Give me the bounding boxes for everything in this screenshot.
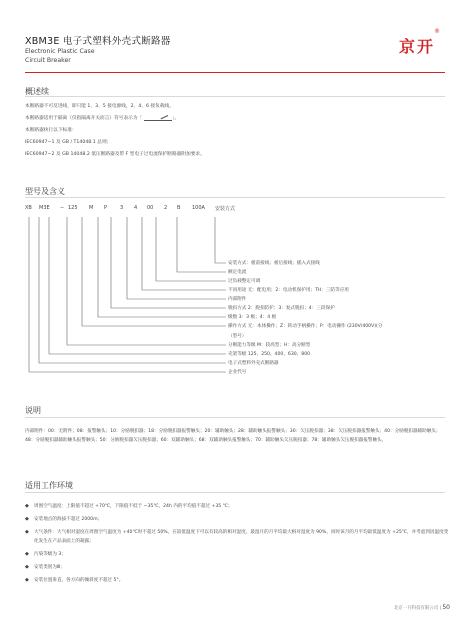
legend-item: 过负载整定可调 bbox=[228, 279, 261, 284]
leader-line bbox=[49, 217, 226, 354]
overview-title: 概述续 bbox=[25, 87, 49, 96]
leader-line bbox=[29, 217, 226, 372]
header-divider bbox=[25, 72, 445, 73]
leader-line bbox=[67, 217, 226, 345]
legend-item: 壳架等级 125、250、400、630、800 bbox=[228, 352, 311, 357]
code-segment: M bbox=[89, 205, 94, 211]
leader-line bbox=[127, 217, 226, 299]
code-segment: 125 bbox=[68, 205, 78, 211]
diamond-bullet-icon: ◆ bbox=[25, 564, 29, 570]
footer-separator: | bbox=[439, 606, 443, 611]
notes-title: 说明 bbox=[25, 406, 41, 415]
leader-line bbox=[98, 217, 226, 317]
overview-line: IEC60947−1 及 GB / T14048.1 总则； bbox=[25, 140, 112, 145]
legend-item: 不同用途 无：配电用；2：电动机保护用；TH：三防等应用 bbox=[228, 288, 349, 293]
environment-divider bbox=[25, 492, 445, 493]
legend-item: 电子式塑料外壳式断路器 bbox=[228, 361, 279, 366]
legend-item: 内部附件 bbox=[228, 297, 247, 302]
overview-body bbox=[25, 101, 445, 161]
isolation-symbol-icon bbox=[144, 115, 172, 121]
legend-item: 分断能力等级 M：较高型；H：高分断型 bbox=[228, 343, 311, 348]
overview-line: 本断路器适用于隔离（仅指隔离开关而言）符号表示为「 」。 bbox=[25, 116, 180, 121]
legend-item: 操作方式 无：本体操作；Z：转动手柄操作；P：电动操作 (230V/400V)(分 bbox=[228, 324, 383, 329]
list-item: ◆ 污染等级为 3； bbox=[25, 551, 66, 557]
code-segment: XB bbox=[25, 205, 32, 211]
legend-item: 企业代号 bbox=[228, 370, 247, 375]
code-segment: 3 bbox=[120, 205, 124, 211]
list-item: ◆ 安装类别为Ⅲ； bbox=[25, 564, 65, 570]
diamond-bullet-icon: ◆ bbox=[25, 577, 29, 583]
brand-logo: 京开 bbox=[399, 37, 436, 56]
notes-divider bbox=[25, 417, 445, 418]
subtitle-line-1: Electronic Plastic Case bbox=[25, 48, 95, 55]
list-item: ◆ 周围空气温度：上限值不超过 +70℃，下限值不低于 −35℃，24h 内的平均值不超过 +35 ℃； bbox=[25, 503, 233, 509]
code-segment: 2 bbox=[164, 205, 168, 211]
code-segment: − bbox=[60, 205, 65, 211]
footer-company: 北京一开科技有限公司 bbox=[394, 606, 439, 611]
overview-line: 本断路器不可反进线，即只能 1、3、5 接电源线，2、4、6 接负载线。 bbox=[25, 104, 174, 109]
environment-title: 适用工作环境 bbox=[25, 481, 73, 490]
overview-divider bbox=[25, 96, 445, 97]
overview-line: IEC60947−2 及 GB 14048.2 低压断路器及带 F 型电子过电流保护断路器附加要求。 bbox=[25, 152, 205, 157]
leader-line bbox=[82, 217, 226, 326]
notes-text: 内部附件：00：无附件；08：报警触头；10：分励脱扣器；18：分励脱扣器报警触头；20：辅助触头；28：辅助触头报警触头；30：欠压脱扣器；38：欠压脱扣器报警触头；40：分励脱扣器辅助触头；48：分励脱扣器辅助触头报警触头；50：分励脱扣器欠压脱扣器；60：双辅助触头；68：双辅助触头报警触头；70：辅助触头欠压脱扣器；78：辅助触头欠压脱扣器报警触头。 bbox=[25, 429, 441, 443]
page-header bbox=[0, 0, 468, 80]
legend-item: 安装方式：板前接线；板后接线；插入式接线 bbox=[228, 261, 320, 266]
code-segment: 4 bbox=[134, 205, 138, 211]
page-subtitle bbox=[25, 47, 95, 65]
code-segment: 安装方式 bbox=[215, 206, 236, 212]
list-item: ◆ 大气条件：大气相对湿度在周围空气温度为 +40℃时不超过 50%，在较低温度下可以有较高的相对湿度，最湿月的月平均最大相对湿度为 90%，同时该月的月平均最低温度为 +25℃，并考虑到因温度变化发生在产品表面上的凝露； bbox=[25, 529, 449, 544]
diamond-bullet-icon: ◆ bbox=[25, 551, 29, 557]
diamond-bullet-icon: ◆ bbox=[25, 516, 29, 522]
leader-line bbox=[111, 217, 226, 308]
model-divider bbox=[25, 197, 445, 198]
code-segment: 00 bbox=[147, 205, 154, 211]
leader-line bbox=[215, 217, 226, 263]
legend-item: 额定电流 bbox=[228, 270, 247, 275]
code-segment: B bbox=[177, 205, 181, 211]
registered-mark: ® bbox=[434, 28, 440, 35]
legend-item: （型号） bbox=[228, 334, 247, 339]
code-segment: M3E bbox=[39, 205, 50, 211]
leader-line bbox=[39, 217, 226, 363]
page-number: 50 bbox=[442, 604, 450, 611]
leader-line bbox=[142, 217, 226, 290]
leader-line bbox=[156, 217, 226, 281]
page-footer bbox=[394, 604, 450, 611]
list-item: ◆ 安装地点的海拔不超过 2000m； bbox=[25, 516, 103, 522]
diamond-bullet-icon: ◆ bbox=[25, 529, 29, 535]
subtitle-line-2: Circuit Breaker bbox=[25, 57, 71, 64]
legend-item: 级数 3：3 极；4：4 极 bbox=[228, 315, 277, 320]
list-item: ◆ 安装位置垂直，各方向的倾斜度不超过 5°。 bbox=[25, 577, 124, 583]
code-segment: 100A bbox=[192, 205, 205, 211]
legend-item: 脱扣方式 2：脱扣防护；3：复式脱扣；4：三段保护 bbox=[228, 306, 335, 311]
model-title: 型号及含义 bbox=[25, 187, 65, 196]
environment-list bbox=[25, 502, 450, 589]
overview-line: 本断路器执行以下标准： bbox=[25, 128, 77, 133]
code-segment: P bbox=[104, 205, 108, 211]
leader-line bbox=[177, 217, 226, 272]
diamond-bullet-icon: ◆ bbox=[25, 503, 29, 509]
page-title: XBM3E 电子式塑料外壳式断路器 bbox=[25, 36, 171, 47]
